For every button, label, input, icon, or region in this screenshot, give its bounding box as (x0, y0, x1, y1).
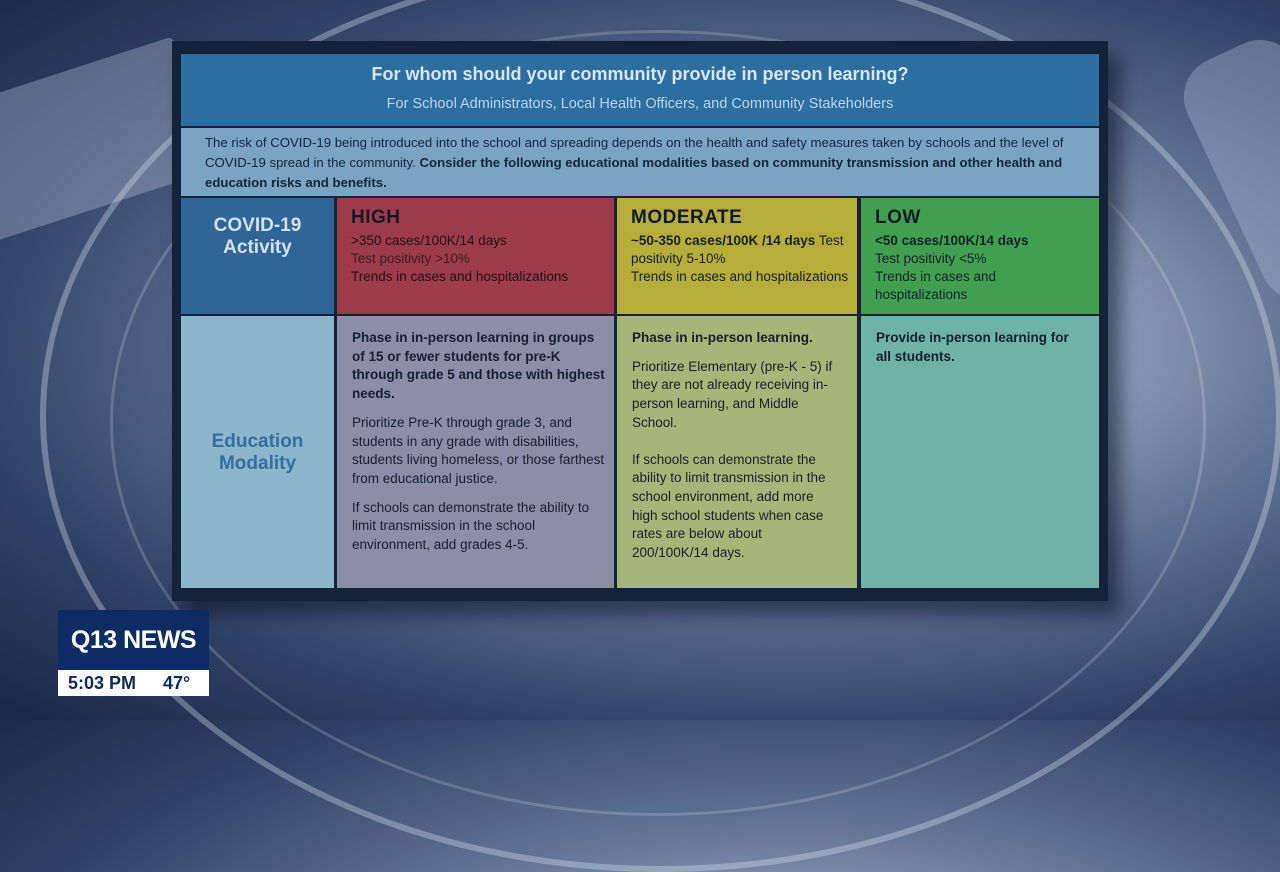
high-modality-text (352, 329, 607, 565)
moderate-modality-p3: If schools can demonstrate the ability to limit transmission in the school environment, add more high school students when case rates are below about 200/100K/14 days. (632, 451, 826, 561)
time-temp-bar (58, 670, 209, 696)
moderate-criteria-cases: ~50-350 cases/100K /14 days (631, 233, 816, 248)
intro-bold: Consider the following educational modalities based on community transmission and other health and education risks and benefits. (205, 155, 1063, 190)
station-logo: Q13 NEWS (58, 610, 209, 670)
high-modality-p2: Prioritize Pre-K through grade 3, and students in any grade with disabilities, students living homeless, or those farthest from educational justice. (352, 414, 605, 486)
moderate-modality-cell (617, 316, 857, 588)
intro-text (205, 133, 1085, 193)
moderate-criteria-trends: Trends in cases and hospitalizations (631, 269, 849, 284)
news-lower-third (58, 610, 209, 696)
level-name-moderate: MODERATE (631, 207, 743, 228)
low-criteria-positivity: Test positivity <5% (875, 251, 987, 266)
moderate-activity-cell (617, 198, 857, 314)
low-modality-text (876, 329, 1076, 376)
low-criteria-cases: <50 cases/100K/14 days (875, 233, 1029, 248)
low-activity-cell (861, 198, 1099, 314)
level-name-high: HIGH (351, 207, 401, 228)
modality-label-cell (181, 316, 334, 588)
moderate-criteria (631, 232, 861, 286)
moderate-criteria-positivity: Test positivity 5-10% (631, 233, 844, 266)
high-modality-p3: If schools can demonstrate the ability to limit transmission in the school environment, add grades 4-5. (352, 499, 590, 553)
slide-title: For whom should your community provide in person learning? (371, 64, 909, 84)
temperature: 47° (163, 673, 191, 693)
activity-label-cell (181, 198, 334, 314)
intro-panel (181, 128, 1099, 196)
low-criteria-trends: Trends in cases and hospitalizations (875, 269, 997, 302)
low-modality-p1: Provide in-person learning for all students. (876, 330, 1069, 364)
guidance-slide (172, 41, 1108, 601)
high-activity-cell (337, 198, 614, 314)
moderate-modality-p2: Prioritize Elementary (pre-K - 5) if they are not already receiving in-person learning, and Middle School. (632, 358, 833, 430)
high-modality-p1: Phase in in-person learning in groups of 15 or fewer students for pre-K through grade 5 and those with highest needs. (352, 330, 605, 402)
guidance-table (181, 54, 1099, 589)
slide-header (181, 54, 1099, 126)
intro-plain: The risk of COVID-19 being introduced into the school and spreading depends on the health and safety measures taken by schools and the level of COVID-19 spread in the community. (205, 135, 1064, 170)
high-criteria-cases: >350 cases/100K/14 days (351, 233, 507, 248)
moderate-modality-text (632, 329, 837, 573)
activity-label: COVID-19 Activity (213, 215, 302, 258)
moderate-modality-p1: Phase in in-person learning. (632, 330, 813, 345)
low-criteria (875, 232, 1090, 304)
modality-label: Education Modality (211, 431, 304, 474)
level-name-low: LOW (875, 207, 921, 228)
high-criteria-positivity: Test positivity >10% (351, 251, 470, 266)
clock-time: 5:03 PM (68, 673, 137, 693)
slide-subtitle: For School Administrators, Local Health Officers, and Community Stakeholders (386, 96, 894, 112)
high-criteria (351, 232, 568, 286)
high-modality-cell (337, 316, 614, 588)
low-modality-cell (861, 316, 1099, 588)
high-criteria-trends: Trends in cases and hospitalizations (351, 269, 569, 284)
